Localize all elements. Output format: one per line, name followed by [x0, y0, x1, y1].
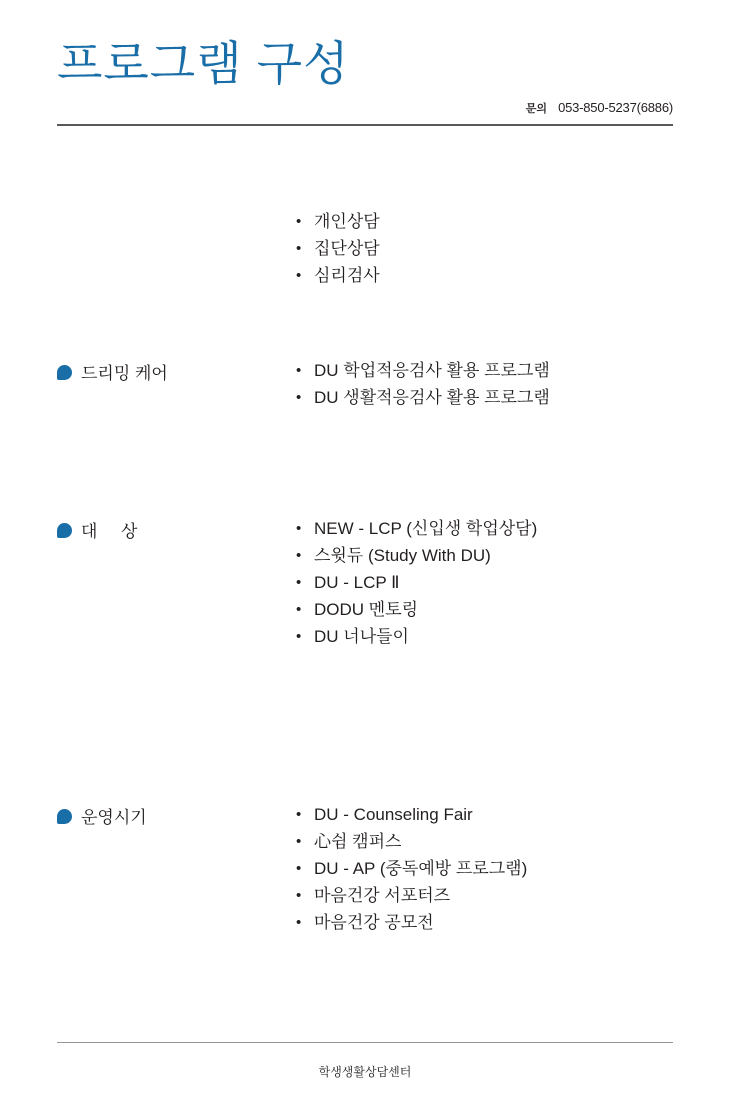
- page-title: 프로그램 구성: [57, 37, 350, 90]
- footer-text: 학생생활상담센터: [318, 1065, 412, 1079]
- list-item-label: DU - Counseling Fair: [314, 805, 473, 824]
- bullet-icon: •: [296, 547, 302, 564]
- list-item: [296, 542, 673, 569]
- list-item-label: DODU 멘토링: [314, 600, 419, 619]
- bullet-icon: •: [296, 574, 302, 591]
- section-label: [57, 208, 282, 210]
- bullet-icon: •: [296, 914, 302, 931]
- bullet-icon: •: [296, 601, 302, 618]
- section-label-text: 드리밍 케어: [81, 364, 168, 383]
- list-item: [296, 855, 673, 882]
- bullet-icon: •: [296, 213, 302, 230]
- teardrop-bullet-icon: [57, 365, 72, 380]
- bullet-icon: •: [296, 833, 302, 850]
- section-row: [57, 357, 673, 411]
- bullet-icon: •: [296, 267, 302, 284]
- section-label-text: 운영시기: [81, 808, 147, 827]
- teardrop-bullet-icon: [57, 523, 72, 538]
- list-item: [296, 208, 673, 235]
- contact-label: 문의: [525, 103, 548, 115]
- list-item-label: 심리검사: [314, 266, 380, 285]
- list-item-label: DU 학업적응검사 활용 프로그램: [314, 361, 550, 380]
- bullet-icon: •: [296, 628, 302, 645]
- list-item: [296, 569, 673, 596]
- section-row: [57, 208, 673, 289]
- list-item: [296, 515, 673, 542]
- teardrop-bullet-icon: [57, 809, 72, 824]
- program-sections: [57, 150, 673, 936]
- section-label: [57, 801, 282, 828]
- list-item: [296, 596, 673, 623]
- list-item: [296, 262, 673, 289]
- header-divider: [57, 124, 673, 126]
- list-item-label: 心쉼 캠퍼스: [314, 832, 402, 851]
- contact-info: [526, 100, 673, 116]
- list-item: [296, 384, 673, 411]
- list-item-label: DU 생활적응검사 활용 프로그램: [314, 388, 550, 407]
- list-item-label: 마음건강 서포터즈: [314, 886, 451, 905]
- section-item-list: [282, 515, 673, 650]
- bullet-icon: •: [296, 240, 302, 257]
- bullet-icon: •: [296, 806, 302, 823]
- list-item-label: 스윗듀 (Study With DU): [314, 546, 491, 565]
- list-item-label: DU 너나들이: [314, 627, 409, 646]
- list-item: [296, 357, 673, 384]
- list-item-label: NEW - LCP (신입생 학업상담): [314, 519, 538, 538]
- section-label-text: 대 상: [81, 522, 138, 541]
- contact-phone-number: 053-850-5237(6886): [558, 100, 673, 115]
- list-item: [296, 235, 673, 262]
- list-item-label: 집단상담: [314, 239, 380, 258]
- list-item: [296, 909, 673, 936]
- list-item: [296, 801, 673, 828]
- section-label: [57, 357, 282, 384]
- bullet-icon: •: [296, 520, 302, 537]
- section-item-list: [282, 208, 673, 289]
- list-item: [296, 828, 673, 855]
- section-row: [57, 801, 673, 936]
- footer-divider: [57, 1042, 673, 1043]
- bullet-icon: •: [296, 362, 302, 379]
- list-item-label: 마음건강 공모전: [314, 913, 434, 932]
- list-item-label: DU - AP (중독예방 프로그램): [314, 859, 528, 878]
- bullet-icon: •: [296, 887, 302, 904]
- list-item: [296, 882, 673, 909]
- bullet-icon: •: [296, 389, 302, 406]
- list-item-label: DU - LCP Ⅱ: [314, 573, 400, 592]
- bullet-icon: •: [296, 860, 302, 877]
- list-item-label: 개인상담: [314, 212, 380, 231]
- section-row: [57, 515, 673, 650]
- section-label: [57, 515, 282, 542]
- document-header: [57, 36, 673, 115]
- list-item: [296, 623, 673, 650]
- section-item-list: [282, 801, 673, 936]
- section-item-list: [282, 357, 673, 411]
